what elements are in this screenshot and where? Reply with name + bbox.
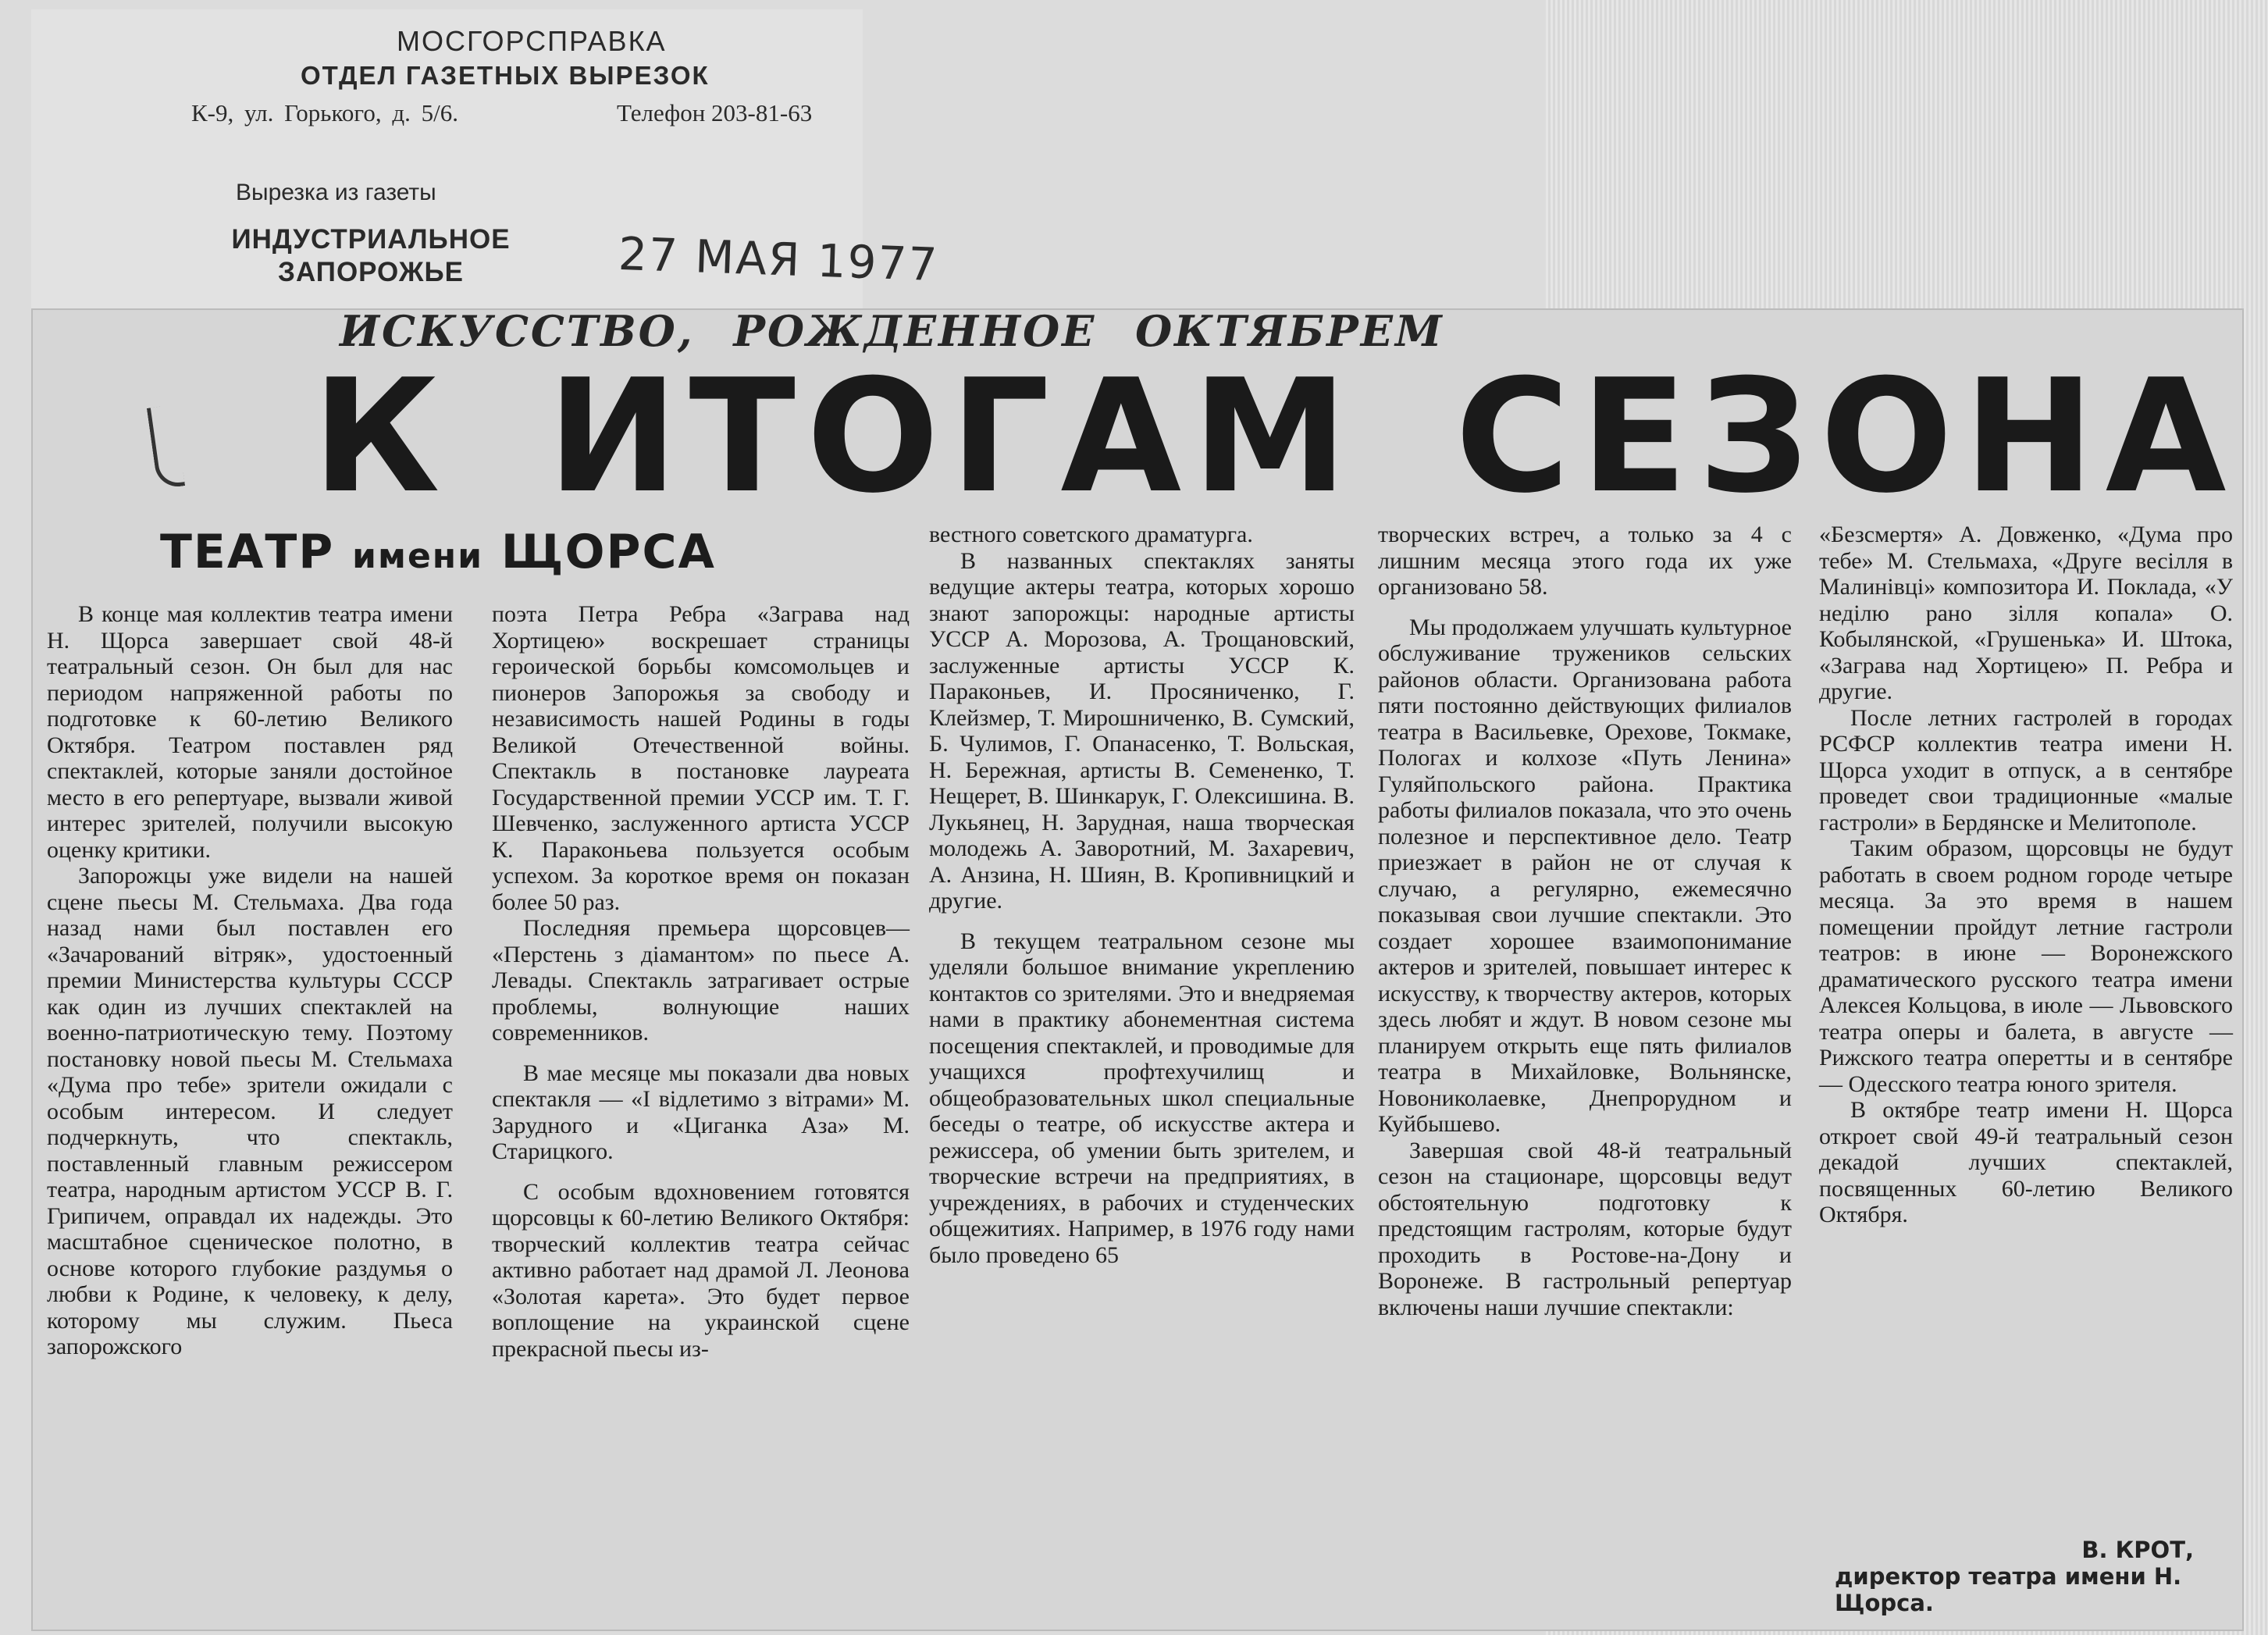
label-phone: Телефон 203-81-63 [617,99,813,126]
paragraph: В мае месяце мы показали два новых спектакля — «І відлетимо з вітрами» М. Зарудного и «Циганка Аза» М. Старицкого. [492,1060,910,1164]
subhead-word-shchors: ЩОРСА [500,525,716,579]
paragraph: В октябре театр имени Н. Щорса откроет свой 49-й театральный сезон декадой лучших спектаклей, посвященных 60-летию Великого Октября. [1819,1097,2233,1227]
label-address: К-9, ул. Горького, д. 5/6. [191,99,459,126]
paragraph: творческих встреч, а только за 4 с лишним месяца этого года их уже организовано 58. [1378,522,1792,600]
article-column-3 [929,522,1355,1268]
paragraph: вестного советского драматурга. [929,522,1253,547]
article-column-2 [492,601,910,1362]
article-column-1 [47,601,453,1360]
clipping-service-label [31,9,940,329]
paragraph: После летних гастролей в городах РСФСР коллектив театра имени Н. Щорса уходит в отпуск, а в сентябре проведет свои традиционные «малые гастроли» в Бердянске и Мелитополе. [1819,704,2233,835]
label-newspaper-name: ИНДУСТРИАЛЬНОЕ ЗАПОРОЖЬЕ [231,224,511,287]
subhead-word-theatre: ТЕАТР [160,525,335,579]
paragraph: поэта Петра Ребра «Заграва над Хортицею» воскрешает страницы героической борьбы комсомольцев и пионеров Запорожья за свободу и независимость нашей Родины в годы Великой Отечественной войны. Спектакль в постановке лауреата Государственной премии УССР им. Т. Г. Шевченко, заслуженного артиста УССР К. Параконьева пользуется особым успехом. За короткое время он показан более 50 раз. [492,601,910,915]
author-name: В. КРОТ, [2081,1537,2194,1563]
paragraph: С особым вдохновением готовятся щорсовцы к 60-летию Великого Октября: творческий коллектив театра сейчас активно работает над драмой Л. Леонова «Золотая карета». Это будет первое воплощение на украинской сцене прекрасной пьесы из- [492,1178,910,1362]
paragraph: Мы продолжаем улучшать культурное обслуживание тружеников сельских районов области. Организована работа пяти постоянно действующих филиалов театра в Васильевке, Орехове, Токмаке, Пологах и колхозе «Путь Ленина» Гуляйпольского района. Практика работы филиалов показала, что это очень полезное и перспективное дело. Театр приезжает в район не от случая к случаю, а регулярно, ежемесячно показывая свои лучшие спектакли. Это создает хорошее взаимопонимание актеров и зрителей, повышает интерес к искусству, к творчеству актеров, которых здесь любят и ждут. В новом сезоне мы планируем открыть еще пять филиалов театра в Михайловке, Вольнянске, Новониколаевке, Днепрорудном и Куйбышево. [1378,614,1792,1137]
paragraph: Таким образом, щорсовцы не будут работать в своем родном городе четыре месяца. За это время в нашем помещении пройдут летние гастроли театров: в июне — Воронежского драматического русского театра имени Алексея Кольцова, в июле — Львовского театра оперы и балета, в августе — Рижского театра оперетты и в сентябре — Одесского театра юного зрителя. [1819,835,2233,1097]
label-organization: МОСГОРСПРАВКА [397,25,667,57]
author-signature [1819,1537,2194,1616]
paragraph: В текущем театральном сезоне мы уделяли большое внимание укреплению контактов со зрителями. Это и внедряемая нами в практику абонементная система посещения спектаклей, и проводимые для учащихся профтехучилищ и общеобразовательных школ специальные беседы о театре, об искусстве актера и режиссера, об умении быть зрителем, и творческие встречи на предприятиях, в учреждениях, в рабочих и студенческих общежитиях. Например, в 1976 году нами было проведено 65 [929,928,1355,1268]
author-title: директор театра имени Н. Щорса. [1835,1563,2182,1616]
label-department: ОТДЕЛ ГАЗЕТНЫХ ВЫРЕЗОК [301,61,710,90]
paragraph: Завершая свой 48-й театральный сезон на стационаре, щорсовцы ведут обстоятельную подготовку к предстоящим гастролям, которые будут проходить в Ростове-на-Дону и Воронеже. В гастрольный репертуар включены наши лучшие спектакли: [1378,1137,1792,1320]
article-subheading [160,525,716,579]
article-column-4 [1378,522,1792,1320]
article-column-5 [1819,522,2233,1228]
article-headline: К ИТОГАМ СЕЗОНА [312,346,2238,528]
label-cut-from: Вырезка из газеты [236,180,436,205]
date-stamp: 27 МАЯ 1977 [617,226,940,292]
paragraph: В конце мая коллектив театра имени Н. Щорса завершает свой 48-й театральный сезон. Он был для нас периодом напряженной работы по подготовке к 60-летию Великого Октября. Театром поставлен ряд спектаклей, которые заняли достойное место в его репертуаре, вызвали живой интерес зрителей, получили высокую оценку критики. [47,601,453,863]
article-rubric: ИСКУССТВО, РОЖДЕННОЕ ОКТЯБРЕМ [340,306,1444,356]
paragraph: «Безсмертя» А. Довженко, «Дума про тебе» М. Стельмаха, «Друге весілля в Малинівці» композитора И. Поклада, «У неділю рано зілля копала» О. Кобылянской, «Грушенька» И. Штока, «Заграва над Хортицею» П. Ребра и другие. [1819,522,2233,704]
paragraph: В названных спектаклях заняты ведущие актеры театра, которых хорошо знают запорожцы: народные артисты УССР А. Морозова, А. Трощановский, заслуженные артисты УССР К. Параконьев, И. Просяниченко, Г. Клейзмер, Т. Мирошниченко, В. Сумский, Б. Чулимов, Г. Опанасенко, Т. Вольская, Н. Бережная, артисты В. Семененко, Т. Нещерет, В. Шинкарук, Г. Олексишина. В. Лукьянец, Н. Зарудная, наша творческая молодежь А. Заворотний, М. Захаревич, А. Анзина, Н. Шиян, В. Кропивницкий и другие. [929,547,1355,914]
paragraph: Запорожцы уже видели на нашей сцене пьесы М. Стельмаха. Два года назад нами был поставлен его «Зачарований вітряк», удостоенный премии Министерства культуры СССР как один из лучших спектаклей на военно-патриотическую тему. Поэтому постановку новой пьесы М. Стельмаха «Дума про тебе» зрители ожидали с особым интересом. И следует подчеркнуть, что спектакль, поставленный главным режиссером театра, народным артистом УССР В. Г. Грипичем, оправдал их надежды. Это масштабное сценическое полотно, в основе которого глубокие раздумья о любви к Родине, к человеку, к делу, которому мы служим. Пьеса запорожского [47,863,453,1359]
paragraph: Последняя премьера щорсовцев— «Перстень з діамантом» по пьесе А. Левады. Спектакль затрагивает острые проблемы, волнующие наших современников. [492,915,910,1045]
subhead-word-named: имени [352,536,484,576]
